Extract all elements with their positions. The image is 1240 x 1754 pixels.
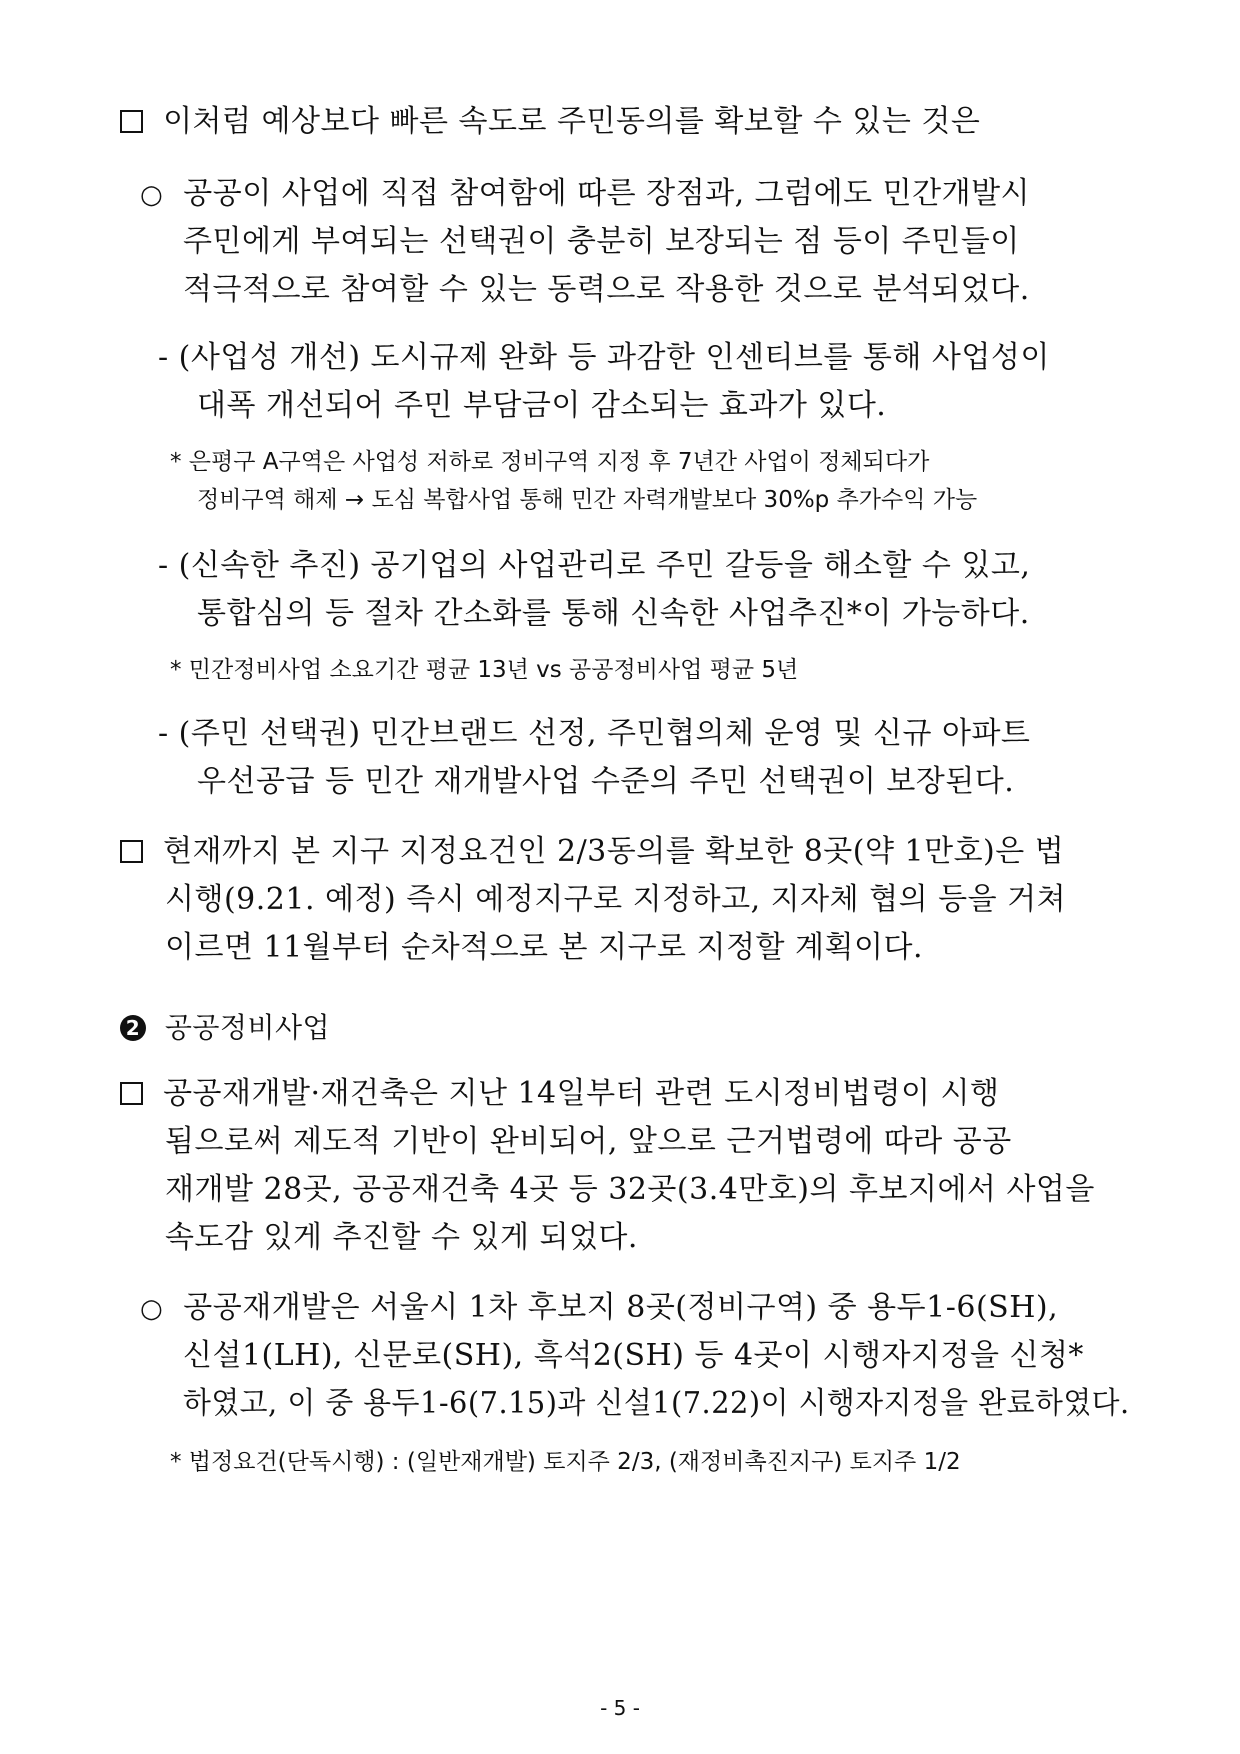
checkbox-bullet-icon [120, 840, 143, 863]
footnote-1-line-1: * 은평구 A구역은 사업성 저하로 정비구역 지정 후 7년간 사업이 정체되다가 [170, 449, 930, 475]
dash-item-1-line-2: 대폭 개선되어 주민 부담금이 감소되는 효과가 있다. [197, 388, 887, 423]
paragraph-4-line-1-text: 공공재개발·재건축은 지난 14일부터 관련 도시정비법령이 시행 [163, 1076, 1000, 1111]
checkbox-bullet-icon [120, 110, 143, 133]
paragraph-3-line-2: 시행(9.21. 예정) 즉시 예정지구로 지정하고, 지자체 협의 등을 거쳐 [165, 882, 1067, 917]
paragraph-3-line-3: 이르면 11월부터 순차적으로 본 지구로 지정할 계획이다. [165, 930, 923, 965]
dash-item-3-line-2: 우선공급 등 민간 재개발사업 수준의 주민 선택권이 보장된다. [197, 764, 1015, 799]
paragraph-3-line-1-text: 현재까지 본 지구 지정요건인 2/3동의를 확보한 8곳(약 1만호)은 법 [163, 834, 1065, 869]
footnote-1-line-2: 정비구역 해제 → 도심 복합사업 통해 민간 자력개발보다 30%p 추가수익 가능 [197, 487, 978, 513]
dash-item-1-line-1: - (사업성 개선) 도시규제 완화 등 과감한 인센티브를 통해 사업성이 [158, 340, 1050, 375]
footnote-3: * 법정요건(단독시행) : (일반재개발) 토지주 2/3, (재정비촉진지구) 토지주 1/2 [170, 1449, 961, 1475]
paragraph-4-line-2: 됨으로써 제도적 기반이 완비되어, 앞으로 근거법령에 따라 공공 [165, 1124, 1012, 1159]
paragraph-2-line-3: 적극적으로 참여할 수 있는 동력으로 작용한 것으로 분석되었다. [183, 272, 1030, 307]
paragraph-4-line-3: 재개발 28곳, 공공재건축 4곳 등 32곳(3.4만호)의 후보지에서 사업을 [165, 1172, 1095, 1207]
paragraph-1 [120, 102, 980, 142]
footnote-2: * 민간정비사업 소요기간 평균 13년 vs 공공정비사업 평균 5년 [170, 657, 799, 683]
paragraph-3-line-1 [120, 832, 1064, 872]
paragraph-2-line-2: 주민에게 부여되는 선택권이 충분히 보장되는 점 등이 주민들이 [183, 224, 1020, 259]
dash-item-2-line-1: - (신속한 추진) 공기업의 사업관리로 주민 갈등을 해소할 수 있고, [158, 548, 1031, 583]
paragraph-5-line-1 [140, 1288, 1058, 1329]
section-number-badge: 2 [120, 1015, 146, 1041]
checkbox-bullet-icon [120, 1082, 143, 1105]
paragraph-5-line-3: 하였고, 이 중 용두1-6(7.15)과 신설1(7.22)이 시행자지정을 완료하였다. [183, 1386, 1130, 1421]
dash-item-2-line-2: 통합심의 등 절차 간소화를 통해 신속한 사업추진*이 가능하다. [197, 596, 1030, 631]
circle-bullet-icon: ○ [140, 1294, 164, 1324]
paragraph-5-line-2: 신설1(LH), 신문로(SH), 흑석2(SH) 등 4곳이 시행자지정을 신청* [183, 1338, 1084, 1373]
paragraph-4-line-4: 속도감 있게 추진할 수 있게 되었다. [165, 1220, 638, 1255]
section-heading [120, 1008, 330, 1048]
paragraph-1-text: 이처럼 예상보다 빠른 속도로 주민동의를 확보할 수 있는 것은 [163, 104, 981, 139]
paragraph-5-line-1-text: 공공재개발은 서울시 1차 후보지 8곳(정비구역) 중 용두1-6(SH), [183, 1290, 1059, 1325]
paragraph-4-line-1 [120, 1074, 999, 1114]
dash-item-3-line-1: - (주민 선택권) 민간브랜드 선정, 주민협의체 운영 및 신규 아파트 [158, 716, 1031, 751]
paragraph-2-line-1-text: 공공이 사업에 직접 참여함에 따른 장점과, 그럼에도 민간개발시 [183, 176, 1031, 211]
section-title: 공공정비사업 [164, 1011, 331, 1044]
page-number: - 5 - [600, 1696, 640, 1720]
circle-bullet-icon: ○ [140, 180, 164, 210]
paragraph-2-line-1 [140, 174, 1030, 215]
